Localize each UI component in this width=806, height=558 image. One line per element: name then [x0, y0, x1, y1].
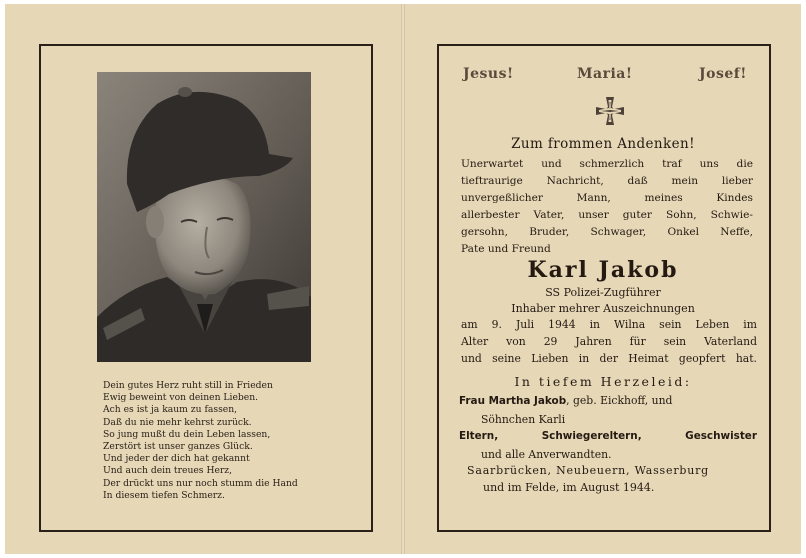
poem-line: Zerstört ist unser ganzes Glück. — [103, 441, 253, 453]
widow-name: Frau Martha Jakob — [459, 395, 567, 407]
invocation-jesus: Jesus! — [463, 66, 514, 82]
places-line: Saarbrücken, Neubeuern, Wasserburg — [467, 464, 710, 477]
son-name: Söhnchen Karli — [481, 412, 566, 426]
poem-line: Und auch dein treues Herz, — [103, 465, 233, 477]
death-line: und seine Lieben in der Heimat geopfert hat. — [461, 352, 757, 365]
widow-details: , geb. Eickhoff, und — [566, 394, 673, 407]
announcement-line: Unerwartet und schmerzlich traf uns die — [461, 158, 753, 170]
poem-line: Ach es ist ja kaum zu fassen, — [103, 404, 238, 416]
deceased-name: Karl Jakob — [527, 257, 679, 283]
parents-label: Eltern, — [459, 430, 499, 442]
mourners-line-3 — [459, 428, 757, 446]
memorial-heading: Zum frommen Andenken! — [511, 136, 695, 152]
mourners-line-1 — [459, 392, 757, 411]
announcement-text — [461, 156, 753, 258]
death-line: Alter von 29 Jahren für sein Vaterland — [461, 335, 757, 348]
poem-line: Der drückt uns nur noch stumm die Hand — [103, 477, 298, 489]
right-page — [405, 4, 801, 554]
announcement-line: Pate und Freund — [461, 243, 551, 255]
left-page — [5, 4, 401, 554]
siblings-label: Geschwister — [685, 430, 757, 442]
portrait-image — [97, 72, 311, 362]
deceased-awards: Inhaber mehrer Auszeichnungen — [511, 302, 695, 315]
mourners-list — [459, 392, 757, 463]
grief-heading: In tiefem Herzeleid: — [514, 374, 692, 389]
relatives-line: und alle Anverwandten. — [481, 447, 612, 461]
in-laws-label: Schwiegereltern, — [541, 430, 642, 442]
announcement-line: gersohn, Bruder, Schwager, Onkel Neffe, — [461, 226, 753, 238]
soldier-portrait-photo — [97, 72, 311, 362]
poem-line: Dein gutes Herz ruht still in Frieden — [103, 380, 273, 391]
memorial-card — [5, 4, 801, 554]
announcement-line: tieftraurige Nachricht, daß mein lieber — [461, 175, 753, 187]
death-line: am 9. Juli 1944 in Wilna sein Leben im — [461, 318, 757, 331]
death-details — [461, 316, 757, 367]
invocation-maria: Maria! — [577, 66, 633, 82]
iron-cross-icon — [593, 94, 627, 128]
announcement-line: unvergeßlicher Mann, meines Kindes — [461, 192, 753, 204]
announcement-line: allerbester Vater, unser guter Sohn, Schwie- — [461, 209, 753, 221]
poem-line: Ewig beweint von deinen Lieben. — [103, 392, 259, 404]
poem-line: Und jeder der dich hat gekannt — [103, 453, 250, 465]
memorial-poem — [103, 380, 343, 502]
poem-line: In diesem tiefen Schmerz. — [103, 489, 225, 501]
date-line: und im Felde, im August 1944. — [483, 481, 655, 494]
invocation-josef: Josef! — [699, 66, 747, 82]
poem-line: So jung mußt du dein Leben lassen, — [103, 428, 271, 440]
poem-line: Daß du nie mehr kehrst zurück. — [103, 416, 252, 428]
place-and-date — [461, 462, 757, 496]
deceased-rank: SS Polizei-Zugführer — [545, 286, 661, 299]
